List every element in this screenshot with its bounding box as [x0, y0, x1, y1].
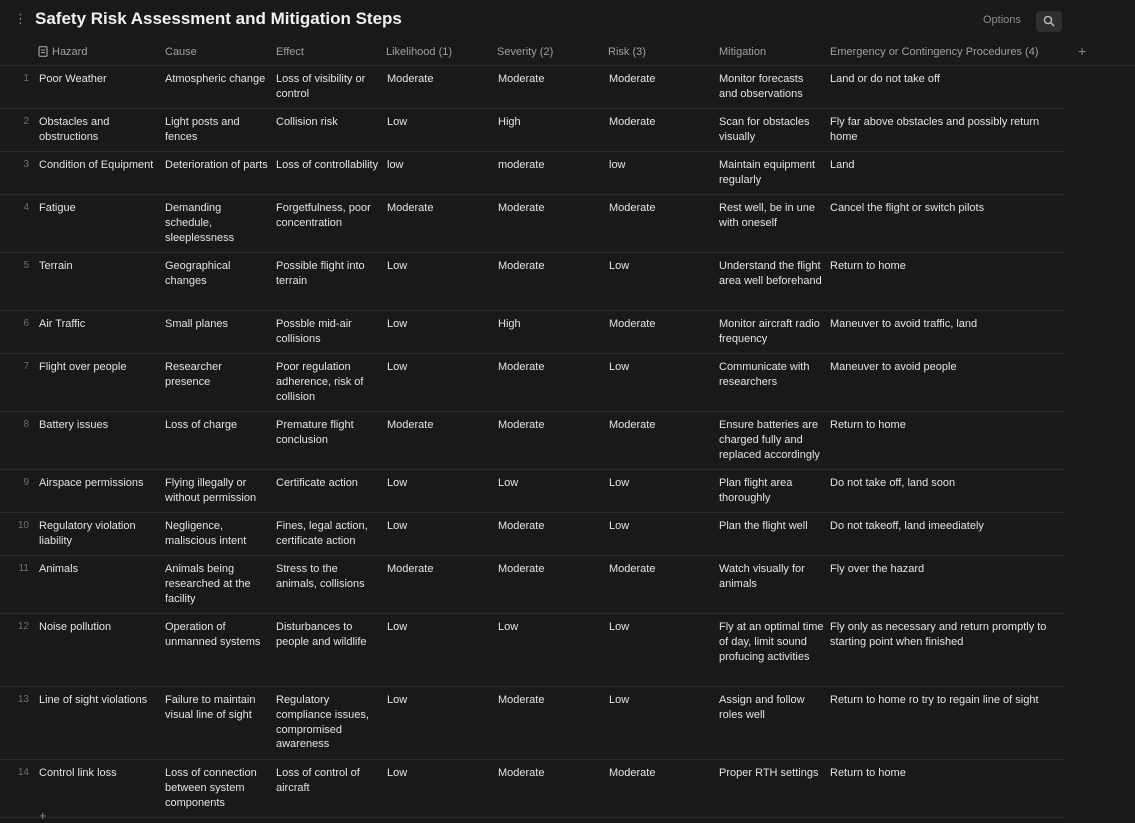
table-row[interactable]	[0, 109, 1064, 152]
drag-handle-icon[interactable]: ⋮	[14, 11, 27, 26]
cell-cause[interactable]: Loss of charge	[165, 419, 238, 431]
row-number: 13	[17, 694, 29, 705]
cell-effect[interactable]: Poor regulation adherence, risk of collision	[276, 361, 364, 403]
table-row[interactable]	[0, 687, 1064, 760]
cell-risk[interactable]: Moderate	[609, 767, 656, 779]
cell-emergency[interactable]: Fly over the hazard	[830, 563, 925, 575]
cell-risk[interactable]: Moderate	[609, 73, 656, 85]
cell-severity[interactable]: Moderate	[498, 767, 545, 779]
cell-mitigation[interactable]: Plan the flight well	[719, 520, 808, 532]
cell-emergency[interactable]: Return to home	[830, 419, 906, 431]
cell-likelihood[interactable]: Moderate	[387, 563, 434, 575]
cell-emergency[interactable]: Maneuver to avoid people	[830, 361, 957, 373]
cell-risk[interactable]: Moderate	[609, 116, 656, 128]
cell-hazard[interactable]: Poor Weather	[39, 73, 107, 85]
table-row[interactable]	[0, 513, 1064, 556]
cell-hazard[interactable]: Flight over people	[39, 361, 127, 373]
cell-mitigation[interactable]: Plan flight area thoroughly	[719, 477, 793, 504]
cell-risk[interactable]: Low	[609, 621, 630, 633]
cell-severity[interactable]: Moderate	[498, 202, 545, 214]
cell-likelihood[interactable]: Moderate	[387, 419, 434, 431]
cell-effect[interactable]: Forgetfulness, poor concentration	[276, 202, 371, 229]
column-header-effect[interactable]: Effect	[276, 46, 304, 58]
table-row[interactable]	[0, 760, 1064, 818]
cell-likelihood[interactable]: Low	[387, 116, 408, 128]
cell-effect[interactable]: Collision risk	[276, 116, 338, 128]
table-row[interactable]	[0, 195, 1064, 253]
row-number: 11	[18, 563, 29, 574]
cell-severity[interactable]: High	[498, 116, 521, 128]
column-header-likelihood[interactable]: Likelihood (1)	[386, 46, 453, 58]
cell-hazard[interactable]: Battery issues	[39, 419, 109, 431]
cell-effect[interactable]: Loss of visibility or control	[276, 73, 366, 100]
cell-severity[interactable]: Moderate	[498, 260, 545, 272]
cell-emergency[interactable]: Land or do not take off	[830, 73, 940, 85]
cell-effect[interactable]: Certificate action	[276, 477, 358, 489]
cell-risk[interactable]: Low	[609, 477, 630, 489]
row-number: 3	[23, 159, 29, 170]
cell-cause[interactable]: Operation of unmanned systems	[165, 621, 261, 648]
column-header-mitigation[interactable]: Mitigation	[719, 46, 767, 58]
row-number: 1	[23, 73, 29, 84]
cell-cause[interactable]: Flying illegally or without permission	[165, 477, 257, 504]
cell-hazard[interactable]: Terrain	[39, 260, 73, 272]
row-number: 8	[23, 419, 29, 430]
cell-emergency[interactable]: Do not take off, land soon	[830, 477, 956, 489]
cell-risk[interactable]: Low	[609, 361, 630, 373]
cell-severity[interactable]: moderate	[498, 159, 545, 171]
table-row[interactable]	[0, 556, 1064, 614]
cell-severity[interactable]: Moderate	[498, 419, 545, 431]
cell-severity[interactable]: Moderate	[498, 563, 545, 575]
cell-severity[interactable]: Moderate	[498, 520, 545, 532]
cell-emergency[interactable]: Do not takeoff, land imeediately	[830, 520, 984, 532]
cell-likelihood[interactable]: Low	[387, 520, 408, 532]
cell-cause[interactable]: Animals being researched at the facility	[165, 563, 251, 605]
cell-likelihood[interactable]: Moderate	[387, 202, 434, 214]
cell-hazard[interactable]: Airspace permissions	[39, 477, 144, 489]
cell-emergency[interactable]: Return to home ro try to regain line of sight	[830, 694, 1039, 706]
cell-emergency[interactable]: Land	[830, 159, 855, 171]
cell-cause[interactable]: Demanding schedule, sleeplessness	[165, 202, 235, 244]
cell-mitigation[interactable]: Monitor aircraft radio frequency	[719, 318, 820, 345]
cell-severity[interactable]: High	[498, 318, 521, 330]
cell-emergency[interactable]: Return to home	[830, 767, 906, 779]
cell-cause[interactable]: Geographical changes	[165, 260, 231, 287]
cell-hazard[interactable]: Regulatory violation liability	[39, 520, 136, 547]
cell-risk[interactable]: Low	[609, 520, 630, 532]
cell-emergency[interactable]: Maneuver to avoid traffic, land	[830, 318, 978, 330]
cell-mitigation[interactable]: Rest well, be in une with oneself	[719, 202, 815, 229]
table-body	[0, 66, 1135, 818]
cell-severity[interactable]: Low	[498, 477, 519, 489]
table-row[interactable]	[0, 614, 1064, 687]
cell-hazard[interactable]: Air Traffic	[39, 318, 86, 330]
row-number: 7	[23, 361, 29, 372]
table-row[interactable]	[0, 253, 1064, 311]
cell-mitigation[interactable]: Communicate with researchers	[719, 361, 810, 388]
cell-effect[interactable]: Regulatory compliance issues, compromised awareness	[276, 694, 369, 751]
cell-cause[interactable]: Atmospheric change	[165, 73, 266, 85]
search-button[interactable]	[1036, 11, 1062, 32]
table-row[interactable]	[0, 354, 1064, 412]
table-row[interactable]	[0, 152, 1064, 195]
column-header-severity[interactable]: Severity (2)	[497, 46, 554, 58]
cell-mitigation[interactable]: Ensure batteries are charged fully and replaced accordingly	[719, 419, 820, 461]
cell-likelihood[interactable]: low	[387, 159, 404, 171]
database-title[interactable]: Safety Risk Assessment and Mitigation Steps	[35, 9, 402, 28]
cell-risk[interactable]: Moderate	[609, 202, 656, 214]
cell-effect[interactable]: Disturbances to people and wildlife	[276, 621, 367, 648]
row-number: 4	[23, 202, 29, 213]
cell-likelihood[interactable]: Low	[387, 318, 408, 330]
table-row[interactable]	[0, 66, 1064, 109]
cell-hazard[interactable]: Line of sight violations	[39, 694, 148, 706]
column-header-hazard[interactable]: Hazard	[38, 46, 87, 60]
cell-likelihood[interactable]: Low	[387, 260, 408, 272]
cell-likelihood[interactable]: Low	[387, 621, 408, 633]
cell-hazard[interactable]: Fatigue	[39, 202, 76, 214]
cell-emergency[interactable]: Cancel the flight or switch pilots	[830, 202, 985, 214]
risk-table	[0, 40, 1135, 818]
cell-effect[interactable]: Loss of controllability	[276, 159, 379, 171]
cell-hazard[interactable]: Control link loss	[39, 767, 117, 779]
cell-mitigation[interactable]: Maintain equipment regularly	[719, 159, 816, 186]
cell-hazard[interactable]: Animals	[39, 563, 79, 575]
cell-severity[interactable]: Moderate	[498, 361, 545, 373]
cell-hazard[interactable]: Condition of Equipment	[39, 159, 154, 171]
column-header-risk[interactable]: Risk (3)	[608, 46, 646, 58]
cell-risk[interactable]: Low	[609, 260, 630, 272]
cell-risk[interactable]: Moderate	[609, 419, 656, 431]
cell-emergency[interactable]: Return to home	[830, 260, 906, 272]
cell-cause[interactable]: Loss of connection between system components	[165, 767, 257, 809]
database-header	[0, 6, 1135, 36]
table-header-row	[0, 40, 1135, 66]
cell-likelihood[interactable]: Moderate	[387, 73, 434, 85]
cell-hazard[interactable]: Noise pollution	[39, 621, 112, 633]
cell-mitigation[interactable]: Watch visually for animals	[719, 563, 805, 590]
table-row[interactable]	[0, 311, 1064, 354]
cell-mitigation[interactable]: Understand the flight area well beforehand	[719, 260, 822, 287]
cell-effect[interactable]: Possible flight into terrain	[276, 260, 365, 287]
cell-risk[interactable]: low	[609, 159, 626, 171]
cell-risk[interactable]: Low	[609, 694, 630, 706]
column-header-cause[interactable]: Cause	[165, 46, 197, 58]
cell-likelihood[interactable]: Low	[387, 361, 408, 373]
cell-hazard[interactable]: Obstacles and obstructions	[39, 116, 110, 143]
cell-cause[interactable]: Small planes	[165, 318, 228, 330]
table-row[interactable]	[0, 470, 1064, 513]
row-number: 12	[17, 621, 29, 632]
cell-cause[interactable]: Failure to maintain visual line of sight	[165, 694, 256, 721]
cell-severity[interactable]: Low	[498, 621, 519, 633]
options-button[interactable]: Options	[983, 14, 1021, 26]
row-number: 5	[23, 260, 29, 271]
cell-effect[interactable]: Premature flight conclusion	[276, 419, 354, 446]
cell-effect[interactable]: Stress to the animals, collisions	[276, 563, 365, 590]
row-number: 9	[23, 477, 29, 488]
cell-risk[interactable]: Moderate	[609, 563, 656, 575]
cell-mitigation[interactable]: Fly at an optimal time of day, limit sound profucing activities	[719, 621, 824, 663]
cell-effect[interactable]: Loss of control of aircraft	[276, 767, 360, 794]
cell-mitigation[interactable]: Assign and follow roles well	[719, 694, 805, 721]
cell-mitigation[interactable]: Monitor forecasts and observations	[719, 73, 804, 100]
column-header-emergency[interactable]: Emergency or Contingency Procedures (4)	[830, 46, 1039, 58]
cell-likelihood[interactable]: Low	[387, 694, 408, 706]
cell-severity[interactable]: Moderate	[498, 694, 545, 706]
add-column-button[interactable]: +	[1078, 43, 1087, 59]
cell-emergency[interactable]: Fly far above obstacles and possibly return home	[830, 116, 1040, 143]
table-row[interactable]	[0, 412, 1064, 470]
cell-likelihood[interactable]: Low	[387, 767, 408, 779]
cell-effect[interactable]: Fines, legal action, certificate action	[276, 520, 368, 547]
cell-likelihood[interactable]: Low	[387, 477, 408, 489]
cell-cause[interactable]: Deterioration of parts	[165, 159, 268, 171]
cell-cause[interactable]: Light posts and fences	[165, 116, 240, 143]
title-property-icon	[38, 46, 48, 60]
cell-mitigation[interactable]: Scan for obstacles visually	[719, 116, 810, 143]
cell-cause[interactable]: Negligence, maliscious intent	[165, 520, 247, 547]
cell-effect[interactable]: Possble mid-air collisions	[276, 318, 352, 345]
cell-emergency[interactable]: Fly only as necessary and return promptly to starting point when finished	[830, 621, 1047, 648]
row-number: 2	[23, 116, 29, 127]
search-icon	[1043, 15, 1055, 27]
cell-risk[interactable]: Moderate	[609, 318, 656, 330]
add-row-button[interactable]: +	[39, 808, 47, 823]
cell-mitigation[interactable]: Proper RTH settings	[719, 767, 819, 779]
row-number: 14	[17, 767, 29, 778]
cell-severity[interactable]: Moderate	[498, 73, 545, 85]
row-number: 10	[17, 520, 29, 531]
cell-cause[interactable]: Researcher presence	[165, 361, 222, 388]
row-number: 6	[23, 318, 29, 329]
